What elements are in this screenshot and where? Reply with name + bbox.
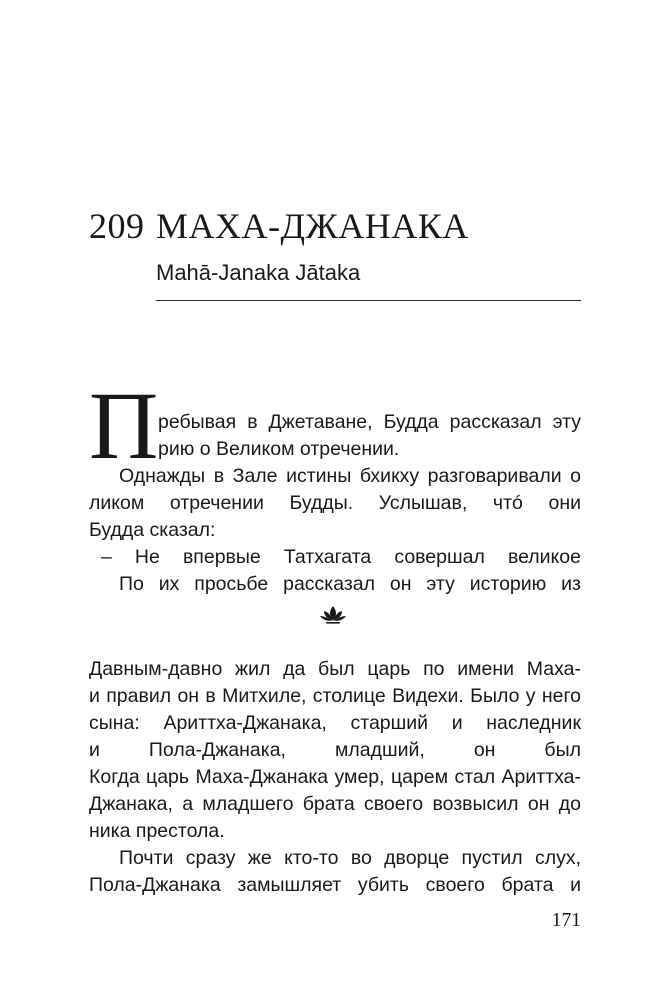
chapter-subtitle: Mahā-Janaka Jātaka [156,260,361,285]
story-line: Пола-Джанака замышляет убить своего брата и [89,874,581,896]
intro-line: – Не впервые Татхагата совершал великое [101,546,581,568]
story-line: и правил он в Митхиле, столице Видехи. Было у него [89,685,581,707]
intro-line: ликом отречении Будды. Услышав, чтó они [89,492,581,514]
chapter-number: 209 [89,206,145,246]
story-line: и Пола-Джанака, младший, он был [89,739,581,761]
title-rule [156,300,581,301]
intro-line: рию о Великом отречении. [158,438,400,460]
intro-line: По их просьбе рассказал он эту историю из [119,573,581,595]
story-line: Джанака, а младшего брата своего возвысил он до [89,793,581,815]
chapter-title: МАХА-ДЖАНАКА [156,206,469,246]
story-line: сына: Ариттха-Джанака, старший и наследник [89,712,581,734]
page-number: 171 [551,910,581,931]
story-line: Почти сразу же кто-то во дворце пустил слух, [119,847,581,869]
lotus-icon [318,604,348,626]
story-line: Давным-давно жил да был царь по имени Маха- [89,658,581,680]
story-line: ника престола. [89,820,225,842]
intro-line: Будда сказал: [89,519,216,541]
intro-line: Однажды в Зале истины бхикху разговаривали о [119,465,581,487]
intro-line: ребывая в Джетаване, Будда рассказал эту [158,411,581,433]
story-line: Когда царь Маха-Джанака умер, царем стал Ариттха- [89,766,581,788]
drop-cap: П [89,372,159,479]
